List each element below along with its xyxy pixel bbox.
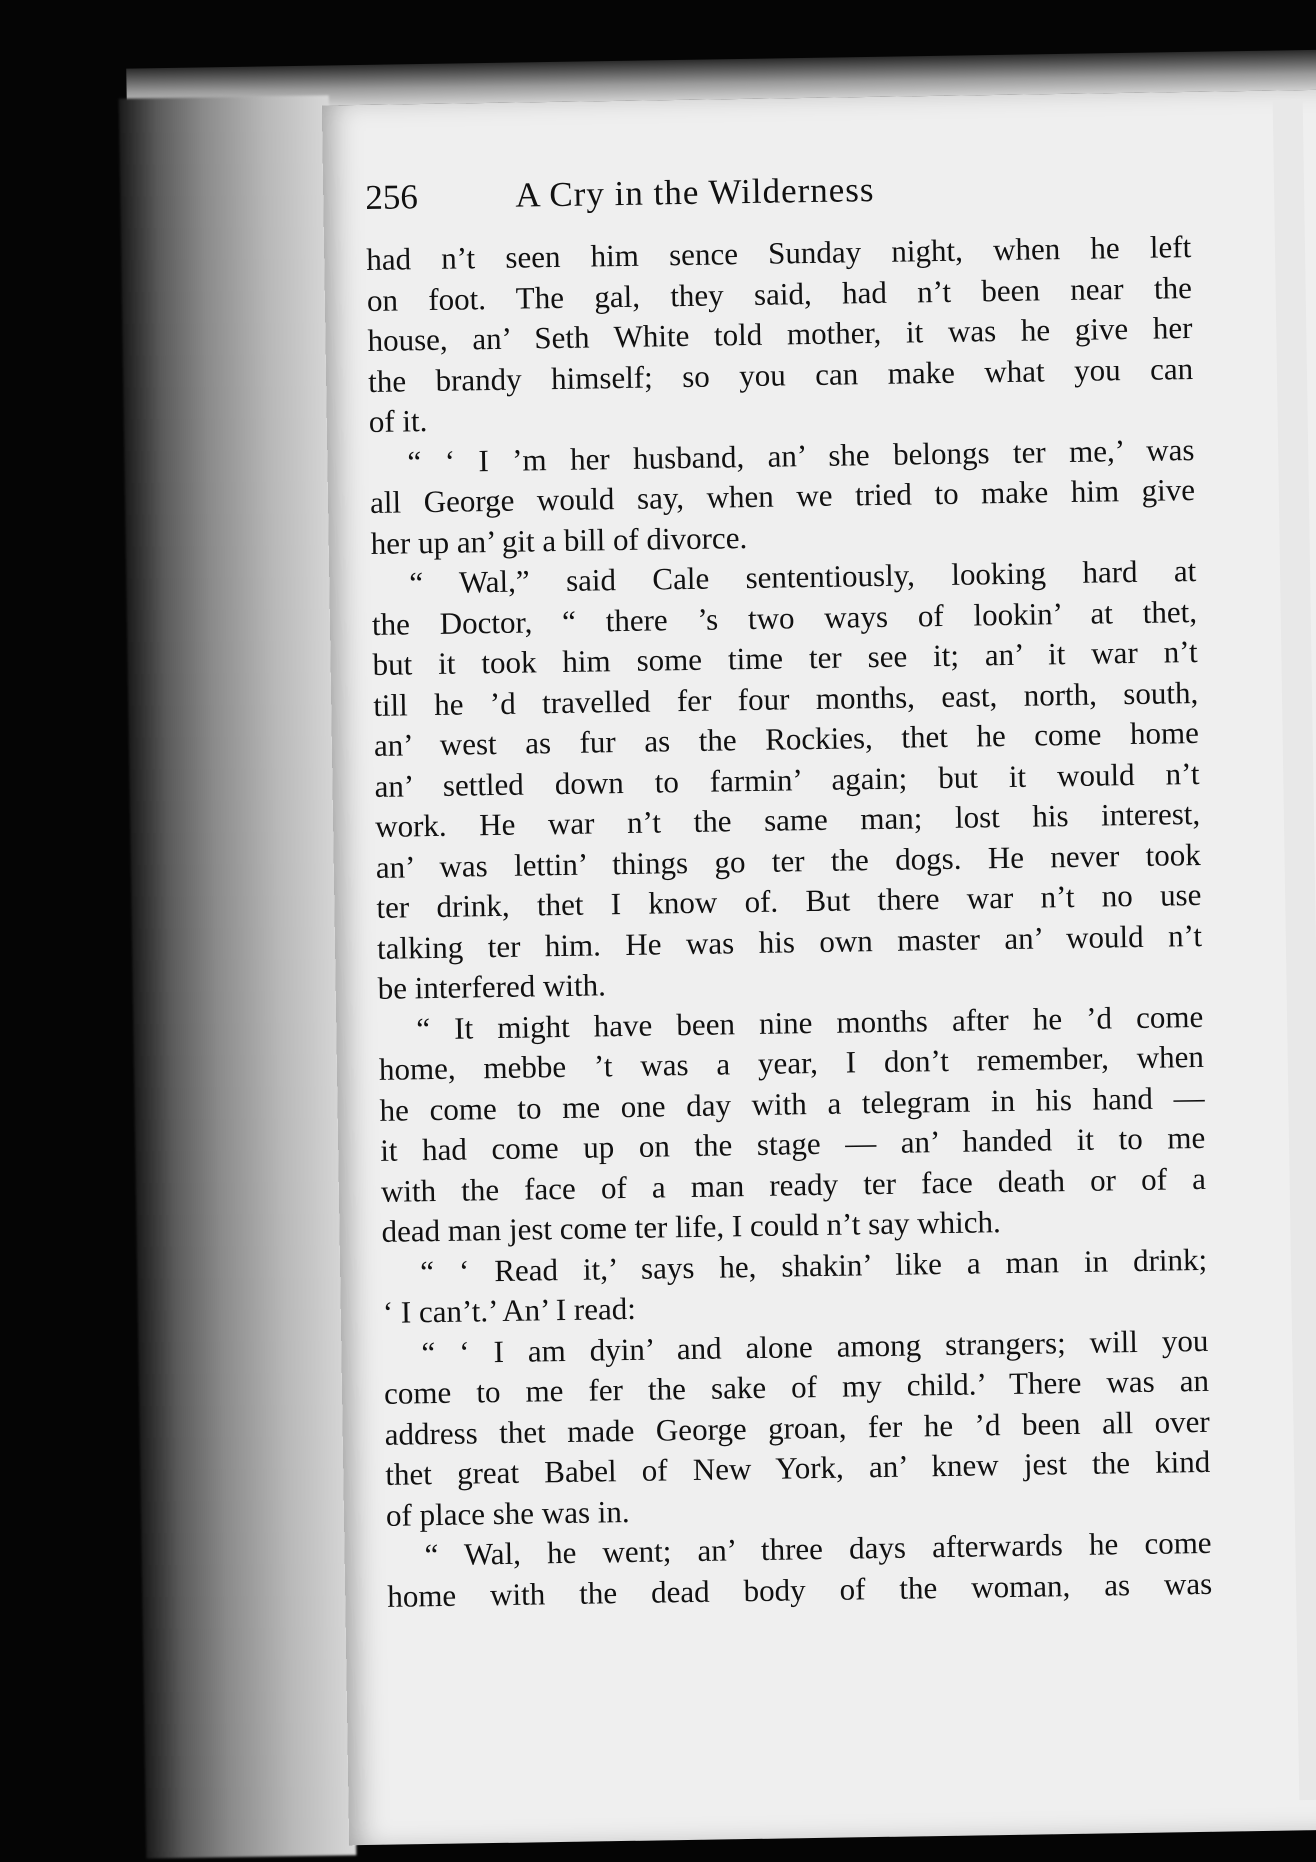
text-line: dead man jest come ter life, I could n’t say which.: [381, 1204, 1001, 1249]
text-line: the Doctor, “ there ’s two ways of lookin’ at thet,: [371, 593, 1198, 642]
text-line: an’ settled down to farmin’ again; but it would n’t: [374, 755, 1200, 804]
text-line: on foot. The gal, they said, had n’t been near the: [366, 269, 1193, 318]
text-line: home with the dead body of the woman, as was: [386, 1565, 1213, 1614]
text-line: ter drink, thet I know of. But there war n’t no use: [376, 876, 1202, 925]
text-line: “ Wal,” said Cale sententiously, looking hard at: [409, 552, 1197, 601]
text-line: work. He war n’t the same man; lost his interest,: [374, 795, 1201, 844]
text-line: of it.: [368, 403, 428, 439]
text-line: with the face of a man ready ter face death or of a: [380, 1160, 1207, 1209]
text-line: the brandy himself; so you can make what you can: [367, 350, 1194, 399]
text-line: it had come up on the stage — an’ handed it to me: [380, 1119, 1206, 1168]
text-line: but it took him some time ter see it; an’ it war n’t: [372, 633, 1198, 682]
text-line: “ It might have been nine months after he ’d come: [416, 998, 1204, 1046]
text-line: he come to me one day with a telegram in his hand —: [379, 1079, 1205, 1128]
text-line: “ ‘ I am dyin’ and alone among strangers; will you: [421, 1322, 1209, 1370]
text-line: her up an’ git a bill of divorce.: [370, 519, 748, 561]
page-text-block: [365, 165, 1213, 1617]
text-line: an’ west as fur as the Rockies, thet he come home: [373, 714, 1200, 763]
text-line: “ Wal, he went; an’ three days afterwards he come: [424, 1524, 1212, 1573]
text-line: address thet made George groan, fer he ’d been all over: [384, 1403, 1210, 1452]
text-line: an’ was lettin’ things go ter the dogs. He never took: [375, 836, 1201, 885]
body-text: [366, 227, 1213, 1617]
running-title: A Cry in the Wilderness: [514, 170, 875, 215]
text-line: be interfered with.: [377, 967, 607, 1006]
text-line: all George would say, when we tried to make him give: [369, 472, 1196, 520]
page-number: 256: [365, 177, 419, 217]
text-line: house, an’ Seth White told mother, it was he give her: [367, 310, 1193, 358]
text-line: of place she was in.: [385, 1493, 630, 1533]
text-line: “ ‘ I ’m her husband, an’ she belongs ter me,’ was: [407, 431, 1195, 479]
text-line: come to me fer the sake of my child.’ There was an: [383, 1362, 1210, 1411]
text-line: “ ‘ Read it,’ says he, shakin’ like a man in drink;: [419, 1241, 1208, 1289]
text-line: had n’t seen him sence Sunday night, when he left: [366, 229, 1192, 277]
text-line: home, mebbe ’t was a year, I don’t remember, when: [378, 1038, 1205, 1087]
text-line: thet great Babel of New York, an’ knew jest the kind: [385, 1443, 1211, 1492]
text-line: till he ’d travelled fer four months, east, north, south,: [373, 674, 1199, 723]
book-spine-shadow: [119, 95, 357, 1858]
text-line: ‘ I can’t.’ An’ I read:: [382, 1290, 637, 1330]
text-line: talking ter him. He was his own master an’ would n’t: [376, 917, 1203, 966]
